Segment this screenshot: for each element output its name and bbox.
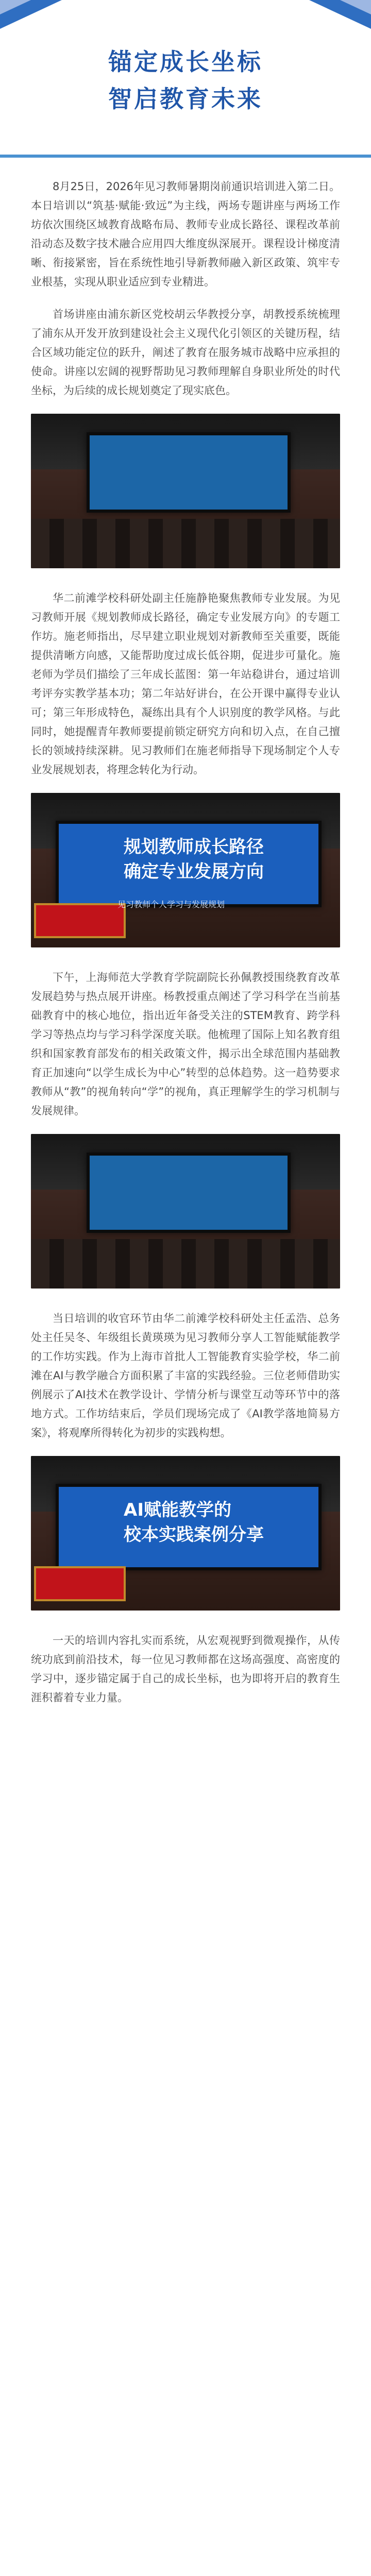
photo-screen — [87, 432, 291, 513]
title-line-1: 锚定成长坐标 — [108, 48, 263, 76]
article-content — [31, 177, 340, 1721]
title-line-2: 智启教育未来 — [108, 85, 263, 113]
photo-slide-title-line-1: 规划教师成长路径 — [124, 837, 264, 857]
title-divider — [0, 155, 371, 158]
photo-lecture-hall-2 — [31, 1134, 340, 1289]
corner-decoration-left — [0, 0, 62, 29]
photo-ai-slide — [31, 1456, 340, 1611]
title — [0, 43, 371, 117]
paragraph-6: 一天的培训内容扎实而系统，从宏观视野到微观操作，从传统功底到前沿技术，每一位见习教师都在这场高强度、高密度的学习中，逐步锚定属于自己的成长坐标，也为即将开启的教育生涯积蓄着专业力量。 — [31, 1634, 340, 1704]
photo-slide-title-line-2: 确定专业发展方向 — [124, 861, 264, 882]
paragraph-2: 首场讲座由浦东新区党校胡云华教授分享，胡教授系统梳理了浦东从开发开放到建设社会主义现代化引领区的关键历程，结合区域功能定位的跃升，阐述了教育在服务城市战略中应承担的使命。讲座以宏阔的视野帮助见习教师理解自身职业所处的时代坐标，为后续的成长规划奠定了现实底色。 — [31, 308, 340, 397]
paragraph-5: 当日培训的收官环节由华二前滩学校科研处主任孟浩、总务处主任吴冬、年级组长黄瑛瑛为见习教师分享人工智能赋能教学的工作坊实践。作为上海市首批人工智能教育实验学校，华二前滩在AI与教学融合方面积累了丰富的实践经验。三位老师借助实例展示了AI技术在教学设计、学情分析与课堂互动等环节中的落地方式。工作坊结束后，学员们现场完成了《AI教学落地简易方案》，将观摩所得转化为初步的实践构想。 — [31, 1312, 340, 1439]
paragraph-1: 8月25日，2026年见习教师暑期岗前通识培训进入第二日。本日培训以“筑基·赋能·致远”为主线，两场专题讲座与两场工作坊依次围绕区域教育战略布局、教师专业成长路径、课程改革前沿动态及数字技术融合应用四大维度纵深展开。课程设计梯度清晰、衔接紧密，旨在系统性地引导新教师融入新区政策、筑牢专业根基，实现从职业适应到专业精进。 — [31, 180, 340, 288]
photo-ai-slide-title — [124, 1498, 315, 1547]
photo-audience — [31, 519, 340, 568]
photo-screen-3 — [87, 1153, 291, 1233]
paragraph-4: 下午，上海师范大学教育学院副院长孙佩教授围绕教育改革发展趋势与热点展开讲座。杨教授重点阐述了学习科学在当前基础教育中的核心地位，指出近年备受关注的STEM教育、跨学科学习等热点均与学习科学深度关联。他梳理了国际上知名教育组织和国家教育部发布的相关政策文件，揭示出全球范围内基础教育正加速向“以学生成长为中心”转型的总体趋势。这一趋势要求教师从“教”的视角转向“学”的视角，真正理解学生的学习机制与发展规律。 — [31, 971, 340, 1117]
photo-logo-plaque-4 — [34, 1566, 126, 1601]
photo-audience-3 — [31, 1239, 340, 1289]
photo-slide-title — [124, 835, 315, 884]
photo-logo-plaque — [34, 903, 126, 938]
photo-ai-slide-title-line-1: AI赋能教学的 — [124, 1500, 231, 1520]
corner-decoration-right — [309, 0, 371, 29]
paragraph-3: 华二前滩学校科研处副主任施静艳聚焦教师专业发展。为见习教师开展《规划教师成长路径，确定专业发展方向》的专题工作坊。施老师指出，尽早建立职业规划对新教师至关重要，既能提供清晰方向感，又能帮助度过成长低谷期，促进步可量化。施老师为学员们描绘了三年成长蓝图：第一年站稳讲台，通过培训考评夯实教学基本功；第二年站好讲台，在公开课中赢得专业认可；第三年形成特色，凝练出具有个人识别度的教学风格。与此同时，她提醒青年教师要提前锁定研究方向和切入点，在自己擅长的领域持续深耕。见习教师们在施老师指导下现场制定个人专业发展规划表，将理念转化为行动。 — [31, 592, 340, 776]
photo-workshop-slide — [31, 793, 340, 947]
photo-lecture-hall-1 — [31, 414, 340, 568]
photo-slide-subtitle: 见习教师个人学习与发展规划 — [117, 900, 225, 909]
photo-ai-slide-title-line-2: 校本实践案例分享 — [124, 1524, 264, 1545]
